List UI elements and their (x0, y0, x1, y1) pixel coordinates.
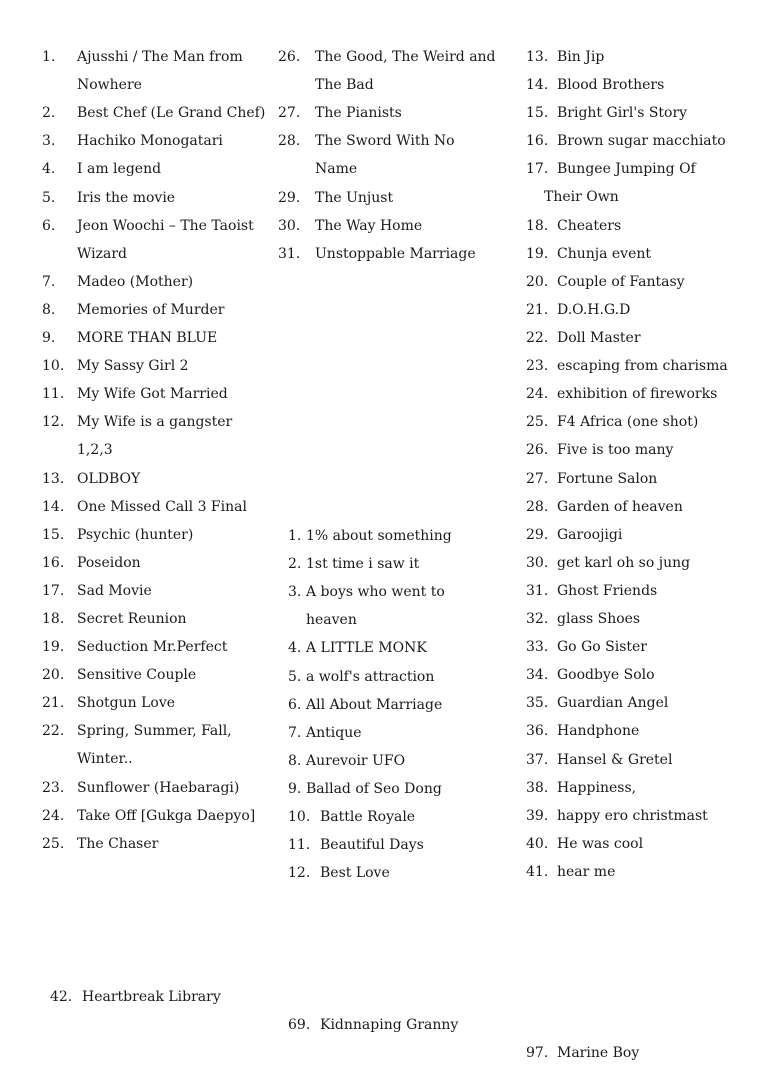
list-item-title: Goodbye Solo (557, 667, 655, 684)
list-item-title: happy ero christmast (557, 807, 708, 824)
list-item-number: 13. (42, 470, 65, 487)
list-item-number: 10. (42, 358, 65, 375)
list-item-number: 5. (42, 189, 56, 206)
list-item-number: 42. (50, 989, 73, 1005)
list-item-number: 11. (42, 386, 65, 403)
list-item-number: 30. (278, 217, 301, 234)
list-item-number: 14. (526, 77, 549, 94)
list-item-number: 4. (288, 640, 302, 657)
list-item-number: 18. (42, 611, 65, 627)
list-item-title: Heartbreak Library (82, 989, 221, 1005)
list-item-title: Bright Girl's Story (557, 105, 688, 122)
list-item-number: 23. (526, 358, 549, 375)
list-item-title: Secret Reunion (77, 611, 187, 627)
list-item-title: Five is too many (557, 442, 674, 459)
list-item-number: 17. (42, 582, 65, 599)
list-item-title: My Wife Got Married (77, 386, 228, 403)
list-item-title: Doll Master (557, 330, 641, 346)
list-item-number: 32. (526, 611, 549, 627)
list-item-title: Hachiko Monogatari (77, 133, 223, 150)
list-item-number: 6. (42, 217, 56, 234)
list-item-title: Unstoppable Marriage (315, 245, 476, 262)
list-item-title: 1st time i saw it (306, 556, 420, 573)
list-item-number: 17. (526, 161, 549, 178)
list-item-title-continued: heaven (306, 612, 357, 629)
list-item-title-continued: The Bad (315, 77, 374, 93)
list-item-title: Bin Jip (557, 49, 605, 65)
list-item-title: Garden of heaven (557, 498, 683, 515)
list-item-title: Garoojigi (557, 526, 623, 543)
list-item-number: 5. (288, 668, 302, 685)
list-item-number: 33. (526, 639, 549, 656)
list-item-number: 26. (526, 442, 549, 459)
list-item-number: 25. (42, 835, 65, 852)
list-item-title: Go Go Sister (557, 639, 647, 656)
list-item-number: 27. (278, 105, 301, 122)
list-item-title: Kidnnaping Granny (320, 1017, 459, 1034)
list-item-title: glass Shoes (557, 611, 641, 627)
list-item-number: 37. (526, 751, 549, 768)
list-item-number: 19. (526, 245, 549, 262)
list-item-title: Madeo (Mother) (77, 273, 194, 290)
list-item-number: 22. (526, 330, 549, 346)
list-item-title: Chunja event (557, 245, 652, 262)
list-item-number: 38. (526, 779, 549, 796)
list-item-number: 23. (42, 779, 65, 796)
list-item-title: Marine Boy (557, 1045, 640, 1062)
list-item-number: 40. (526, 835, 549, 852)
list-item-title: Happiness, (557, 779, 637, 796)
list-item-number: 20. (42, 667, 65, 684)
list-item-title: A boys who went to (306, 584, 445, 601)
list-item-number: 12. (42, 414, 65, 431)
list-item-number: 39. (526, 807, 549, 824)
list-item-number: 41. (526, 863, 549, 880)
list-item-title: All About Marriage (306, 696, 443, 713)
list-item-title: Aurevoir UFO (306, 752, 406, 769)
list-item-title: Memories of Murder (77, 301, 225, 318)
list-item-title: Couple of Fantasy (557, 273, 685, 290)
list-item-number: 26. (278, 49, 301, 65)
list-item-number: 16. (42, 554, 65, 571)
list-item-number: 2. (288, 556, 302, 573)
list-item-title: The Pianists (315, 105, 402, 122)
list-item-title: OLDBOY (77, 470, 141, 487)
list-item-title: Spring, Summer, Fall, (77, 723, 232, 740)
list-item-title: Shotgun Love (77, 695, 176, 712)
list-item-number: 6. (288, 696, 302, 713)
list-item-title-continued: Name (315, 161, 358, 178)
list-item-title: Best Chef (Le Grand Chef) (77, 105, 266, 122)
list-item-number: 8. (288, 752, 302, 769)
list-item-title: Ajusshi / The Man from (77, 49, 243, 65)
list-item-title: Iris the movie (77, 189, 176, 206)
list-item-number: 16. (526, 133, 549, 150)
list-item-title: a wolf's attraction (306, 668, 435, 685)
list-item-number: 8. (42, 301, 56, 318)
list-item-title: 1% about something (306, 528, 452, 544)
list-item-number: 15. (526, 105, 549, 122)
list-item-title-continued: Nowhere (77, 77, 142, 93)
list-item-number: 36. (526, 723, 549, 740)
list-item-number: 11. (288, 837, 311, 854)
list-item-number: 34. (526, 667, 549, 684)
list-item-title: Best Love (320, 865, 390, 882)
list-item-title: Sad Movie (77, 582, 152, 599)
list-item-number: 9. (42, 330, 56, 346)
list-item-number: 31. (278, 245, 301, 262)
list-item-title: Sunflower (Haebaragi) (77, 779, 240, 796)
list-item-number: 1. (42, 49, 56, 65)
list-item-number: 21. (42, 695, 65, 712)
list-item-number: 3. (42, 133, 56, 150)
list-item-number: 31. (526, 582, 549, 599)
list-item-number: 19. (42, 639, 65, 656)
list-item-number: 2. (42, 105, 56, 122)
list-item-number: 20. (526, 273, 549, 290)
list-item-title: A LITTLE MONK (306, 640, 427, 657)
list-item-number: 28. (526, 498, 549, 515)
list-item-title: get karl oh so jung (557, 554, 691, 571)
list-item-number: 15. (42, 526, 65, 543)
list-item-title: Antique (306, 724, 362, 741)
list-item-title: Battle Royale (320, 809, 416, 825)
list-item-title: Handphone (557, 723, 640, 740)
list-item-number: 21. (526, 301, 549, 318)
list-item-title: Jeon Woochi – The Taoist (77, 217, 254, 234)
list-item-title: Fortune Salon (557, 470, 658, 487)
list-item-title: Hansel & Gretel (557, 751, 673, 768)
list-item-number: 22. (42, 723, 65, 740)
list-item-number: 24. (526, 386, 549, 403)
list-item-title: The Sword With No (315, 133, 455, 150)
list-item-title: Blood Brothers (557, 77, 665, 94)
list-item-number: 28. (278, 133, 301, 150)
list-item-number: 13. (526, 49, 549, 65)
list-item-title-continued: Their Own (544, 189, 619, 206)
list-item-number: 97. (526, 1045, 549, 1062)
list-item-number: 25. (526, 414, 549, 431)
list-item-title: MORE THAN BLUE (77, 330, 218, 346)
list-item-title: exhibition of fireworks (557, 386, 718, 403)
list-item-number: 7. (288, 724, 302, 741)
list-item-title: The Good, The Weird and (315, 49, 496, 65)
list-item-title: escaping from charisma (557, 358, 728, 375)
list-item-title: One Missed Call 3 Final (77, 498, 247, 515)
list-item-title-continued: Winter.. (77, 751, 133, 768)
list-item-title: The Chaser (77, 835, 159, 852)
list-item-number: 29. (278, 189, 301, 206)
list-item-number: 1. (288, 528, 302, 544)
list-item-title: D.O.H.G.D (557, 301, 631, 318)
list-item-title: Bungee Jumping Of (557, 161, 696, 178)
list-item-number: 30. (526, 554, 549, 571)
list-item-title: Sensitive Couple (77, 667, 197, 684)
list-item-title: hear me (557, 863, 616, 880)
list-item-number: 18. (526, 217, 549, 234)
list-item-number: 4. (42, 161, 56, 178)
list-item-number: 9. (288, 780, 302, 797)
list-item-number: 69. (288, 1017, 311, 1034)
list-item-title: Guardian Angel (557, 695, 669, 712)
list-item-number: 29. (526, 526, 549, 543)
list-item-title-continued: Wizard (77, 245, 127, 262)
list-item-title: My Sassy Girl 2 (77, 358, 189, 375)
list-item-title: Brown sugar macchiato (557, 133, 726, 150)
list-item-title: The Unjust (315, 189, 394, 206)
list-item-title: The Way Home (315, 217, 423, 234)
list-item-number: 14. (42, 498, 65, 515)
list-item-number: 12. (288, 865, 311, 882)
list-item-number: 7. (42, 273, 56, 290)
list-item-title: Take Off [Gukga Daepyo] (77, 807, 256, 824)
list-item-title: Poseidon (77, 554, 141, 571)
list-item-title: I am legend (77, 161, 162, 178)
list-item-title: Ghost Friends (557, 582, 658, 599)
list-item-title: He was cool (557, 835, 644, 852)
list-item-title: Cheaters (557, 217, 622, 234)
list-item-title: Seduction Mr.Perfect (77, 639, 228, 656)
list-item-title: Ballad of Seo Dong (306, 780, 442, 797)
list-item-title: Psychic (hunter) (77, 526, 194, 543)
list-item-number: 27. (526, 470, 549, 487)
list-item-title-continued: 1,2,3 (77, 442, 113, 459)
list-item-title: F4 Africa (one shot) (557, 414, 699, 431)
list-item-title: My Wife is a gangster (77, 414, 233, 431)
list-item-number: 3. (288, 584, 302, 601)
list-item-title: Beautiful Days (320, 837, 424, 854)
list-item-number: 35. (526, 695, 549, 712)
list-item-number: 10. (288, 809, 311, 825)
list-item-number: 24. (42, 807, 65, 824)
